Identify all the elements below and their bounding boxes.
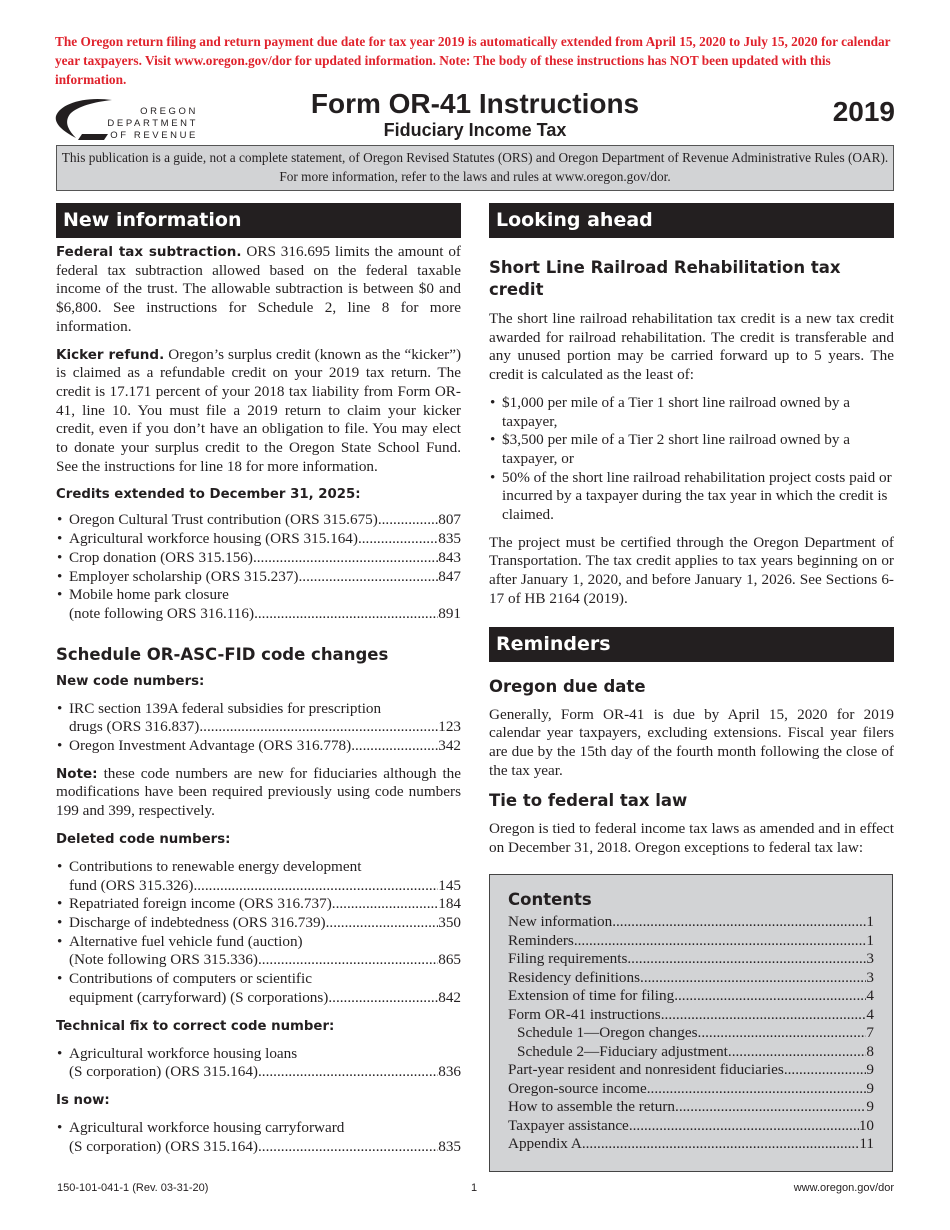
list-item: [56, 700, 461, 737]
toc-label: Schedule 1—Oregon changes: [517, 1024, 698, 1041]
federal-subtraction-text: ORS 316.695 limits the amount of federal tax subtraction allowed based on the federal taxable income of the trust. The allowable subtraction is between $0 and $6,800. See instructions for Schedule 2, line 8 for more information.: [56, 243, 461, 335]
code-label: • Discharge of indebtedness (ORS 316.739): [69, 913, 326, 931]
logo-line-revenue: OF REVENUE: [110, 130, 198, 141]
credit-label: • Oregon Cultural Trust contribution (ORS 315.675): [69, 511, 378, 529]
code-label: • Repatriated foreign income (ORS 316.737): [69, 895, 332, 913]
left-column: [56, 203, 461, 1156]
code-label: • Contributions of computers or scientific: [69, 970, 312, 988]
kicker-paragraph: [56, 346, 461, 477]
section-looking-ahead: Looking ahead: [489, 203, 894, 238]
credit-code: 843: [438, 548, 461, 566]
credit-label: • Crop donation (ORS 315.156): [69, 548, 253, 566]
toc-page: 4: [866, 987, 874, 1004]
toc-item[interactable]: [508, 1043, 874, 1062]
toc-page: 9: [866, 1098, 874, 1115]
toc-item[interactable]: [508, 969, 874, 988]
list-item: [56, 511, 461, 530]
contents-title: Contents: [508, 890, 592, 909]
code-label: • IRC section 139A federal subsidies for prescription: [69, 699, 382, 717]
toc-label: Appendix A: [508, 1135, 582, 1152]
toc-item[interactable]: [508, 1006, 874, 1025]
toc-label: How to assemble the return: [508, 1098, 676, 1115]
code-label: • Oregon Investment Advantage (ORS 316.778): [69, 737, 352, 755]
deleted-codes-heading: Deleted code numbers:: [56, 831, 231, 847]
credit-label: • Agricultural workforce housing (ORS 315.164): [69, 530, 358, 548]
code-number: 836: [438, 1063, 461, 1081]
toc-item[interactable]: [508, 932, 874, 951]
toc-page: 7: [866, 1024, 874, 1041]
list-item: [56, 1119, 461, 1156]
code-number: 342: [438, 737, 461, 755]
list-item: [56, 970, 461, 1007]
note-label: Note:: [56, 765, 98, 782]
code-label-cont: (S corporation) (ORS 315.164): [69, 1063, 258, 1081]
kicker-text: Oregon’s surplus credit (known as the “kicker”) is claimed as a refundable credit on your 2019 tax return. The credit is 17.171 percent of your 2018 tax liability from Form OR-41, line 10. You must file a 2019 return to claim your kicker credit, even if you don’t have an obligation to file. You may elect to donate your surplus credit to the Oregon State School Fund. See the instructions for line 18 for more information.: [56, 345, 461, 475]
credit-label: • Employer scholarship (ORS 315.237): [69, 567, 299, 585]
code-label: • Contributions to renewable energy development: [69, 857, 362, 875]
toc-page: 4: [866, 1005, 874, 1023]
railroad-paragraph: The short line railroad rehabilitation tax credit is a new tax credit awarded for railroad rehabilitation. The credit is transferable and any unused portion may be carried forward up to 5 years. The credit is calculated as the least of:: [489, 310, 894, 384]
toc-page: 1: [866, 913, 874, 930]
code-number: 145: [438, 876, 461, 894]
toc-page: 8: [866, 1042, 874, 1060]
toc-label: Schedule 2—Fiduciary adjustment: [517, 1042, 728, 1060]
toc-label: Oregon-source income: [508, 1079, 647, 1097]
asc-heading: Schedule OR-ASC-FID code changes: [56, 644, 389, 664]
footer-url[interactable]: www.oregon.gov/dor: [793, 1182, 894, 1194]
credits-list: [56, 511, 461, 623]
toc-item[interactable]: [508, 1135, 874, 1154]
toc-page: 9: [866, 1061, 874, 1078]
due-date-heading: Oregon due date: [489, 676, 646, 696]
code-number: 842: [438, 988, 461, 1006]
toc-item[interactable]: [508, 1098, 874, 1117]
toc-label: Residency definitions: [508, 968, 641, 986]
new-codes-heading: New code numbers:: [56, 673, 205, 689]
toc-page: 10: [858, 1116, 874, 1134]
kicker-label: Kicker refund.: [56, 346, 165, 363]
contents-box: [489, 874, 893, 1172]
federal-subtraction-paragraph: [56, 243, 461, 337]
list-item: [56, 530, 461, 549]
credit-code: 807: [438, 511, 461, 529]
toc-item[interactable]: [508, 1061, 874, 1080]
code-label-cont: equipment (carryforward) (S corporations): [69, 988, 329, 1006]
code-label-cont: drugs (ORS 316.837): [69, 718, 200, 736]
code-number: 865: [438, 951, 461, 969]
technical-fix-list: [56, 1045, 461, 1082]
extension-notice-banner: The Oregon return filing and return payment due date for tax year 2019 is automatically extended from April 15, 2020 to July 15, 2020 for calendar year taxpayers. Visit www.oregon.gov/dor for updated information. Note: The body of these instructions has NOT been updated with this information.: [55, 34, 891, 87]
toc-page: 9: [866, 1079, 874, 1097]
code-label: • Alternative fuel vehicle fund (auction): [69, 932, 303, 950]
toc-item[interactable]: [508, 950, 874, 969]
railroad-heading: Short Line Railroad Rehabilitation tax credit: [489, 258, 841, 299]
logo-line-oregon: OREGON: [140, 106, 198, 117]
code-label: • Agricultural workforce housing loans: [69, 1044, 298, 1062]
list-item: [56, 933, 461, 970]
list-item: • $1,000 per mile of a Tier 1 short line railroad owned by a taxpayer,: [489, 394, 894, 431]
section-reminders: Reminders: [489, 627, 894, 662]
form-title: Form OR-41 Instructions: [310, 88, 640, 119]
toc-label: Extension of time for filing: [508, 987, 675, 1004]
code-label: • Agricultural workforce housing carryforward: [69, 1118, 345, 1136]
list-item: [56, 737, 461, 756]
list-item: [56, 568, 461, 587]
toc-item[interactable]: [508, 1117, 874, 1136]
toc-item[interactable]: [508, 913, 874, 932]
page-title: [280, 88, 670, 140]
credit-label-cont: (note following ORS 316.116): [69, 604, 255, 622]
footer-form-id: 150-101-041-1 (Rev. 03-31-20): [57, 1182, 209, 1194]
dor-swoosh-icon: [54, 94, 114, 142]
credit-code: 891: [438, 604, 461, 622]
code-label-cont: (S corporation) (ORS 315.164): [69, 1137, 258, 1155]
toc-page: 3: [866, 968, 874, 986]
code-label-cont: fund (ORS 315.326): [69, 876, 194, 894]
list-item: [56, 895, 461, 914]
federal-subtraction-label: Federal tax subtraction.: [56, 244, 242, 260]
code-label-cont: (Note following ORS 315.336): [69, 951, 258, 969]
note-paragraph: [56, 765, 461, 821]
tie-federal-paragraph: Oregon is tied to federal income tax laws as amended and in effect on December 31, 2018. Oregon exceptions to federal tax law:: [489, 820, 894, 857]
section-new-information: New information: [56, 203, 461, 238]
list-item: [56, 858, 461, 895]
code-number: 184: [438, 895, 461, 913]
toc-page: 1: [866, 931, 874, 949]
toc-label: Part-year resident and nonresident fiduciaries: [508, 1061, 784, 1078]
list-item: • $3,500 per mile of a Tier 2 short line railroad owned by a taxpayer, or: [489, 431, 894, 468]
toc-label: Filing requirements: [508, 950, 628, 967]
toc-label: Taxpayer assistance: [508, 1116, 629, 1134]
toc-item[interactable]: [508, 1080, 874, 1099]
new-codes-list: [56, 700, 461, 756]
deleted-codes-list: [56, 858, 461, 1008]
tax-year: 2019: [832, 96, 895, 127]
toc-page: 11: [859, 1135, 874, 1152]
publication-note: This publication is a guide, not a complete statement, of Oregon Revised Statutes (ORS) and Oregon Department of Revenue Administrative Rules (OAR). For more information, refer to the laws and rules at www.oregon.gov/dor.: [56, 145, 894, 191]
dor-logo: [54, 94, 204, 142]
form-subtitle: Fiduciary Income Tax: [383, 120, 567, 140]
code-number: 123: [438, 718, 461, 736]
technical-fix-heading: Technical fix to correct code number:: [56, 1018, 335, 1034]
toc-item[interactable]: [508, 987, 874, 1006]
credit-code: 847: [438, 567, 461, 585]
railroad-paragraph-2: The project must be certified through the Oregon Department of Transportation. The tax credit applies to tax years beginning on or after January 1, 2020, and before January 1, 2026. See Sections 6-17 of HB 2164 (2019).: [489, 533, 894, 607]
credits-extended-heading: Credits extended to December 31, 2025:: [56, 487, 361, 503]
tie-federal-heading: Tie to federal tax law: [489, 791, 688, 811]
list-item: [56, 1045, 461, 1082]
due-date-paragraph: Generally, Form OR-41 is due by April 15, 2020 for 2019 calendar year taxpayers, excluding extensions. Fiscal year filers are due by the 15th day of the fourth month following the close of the tax year.: [489, 705, 894, 779]
toc-item[interactable]: [508, 1024, 874, 1043]
code-number: 350: [438, 913, 461, 931]
list-item: [56, 549, 461, 568]
credit-code: 835: [438, 530, 461, 548]
toc-label: Form OR-41 instructions: [508, 1005, 661, 1023]
credit-label: • Mobile home park closure: [69, 586, 229, 604]
is-now-heading: Is now:: [56, 1092, 110, 1108]
toc-label: New information: [508, 913, 613, 930]
toc-page: 3: [866, 950, 874, 967]
list-item: [56, 586, 461, 623]
list-item: • 50% of the short line railroad rehabilitation project costs paid or incurred by a taxpayer during the tax year in which the credit is claimed.: [489, 469, 894, 525]
code-number: 835: [438, 1137, 461, 1155]
note-text: these code numbers are new for fiduciaries although the modifications have been required previously using code numbers 199 and 399, respectively.: [56, 764, 461, 820]
list-item: [56, 914, 461, 933]
footer-page-number: 1: [471, 1182, 478, 1194]
is-now-list: [56, 1119, 461, 1156]
logo-line-department: DEPARTMENT: [107, 118, 198, 129]
toc-label: Reminders: [508, 931, 574, 949]
right-column: [489, 203, 894, 858]
railroad-bullets: [489, 394, 894, 525]
